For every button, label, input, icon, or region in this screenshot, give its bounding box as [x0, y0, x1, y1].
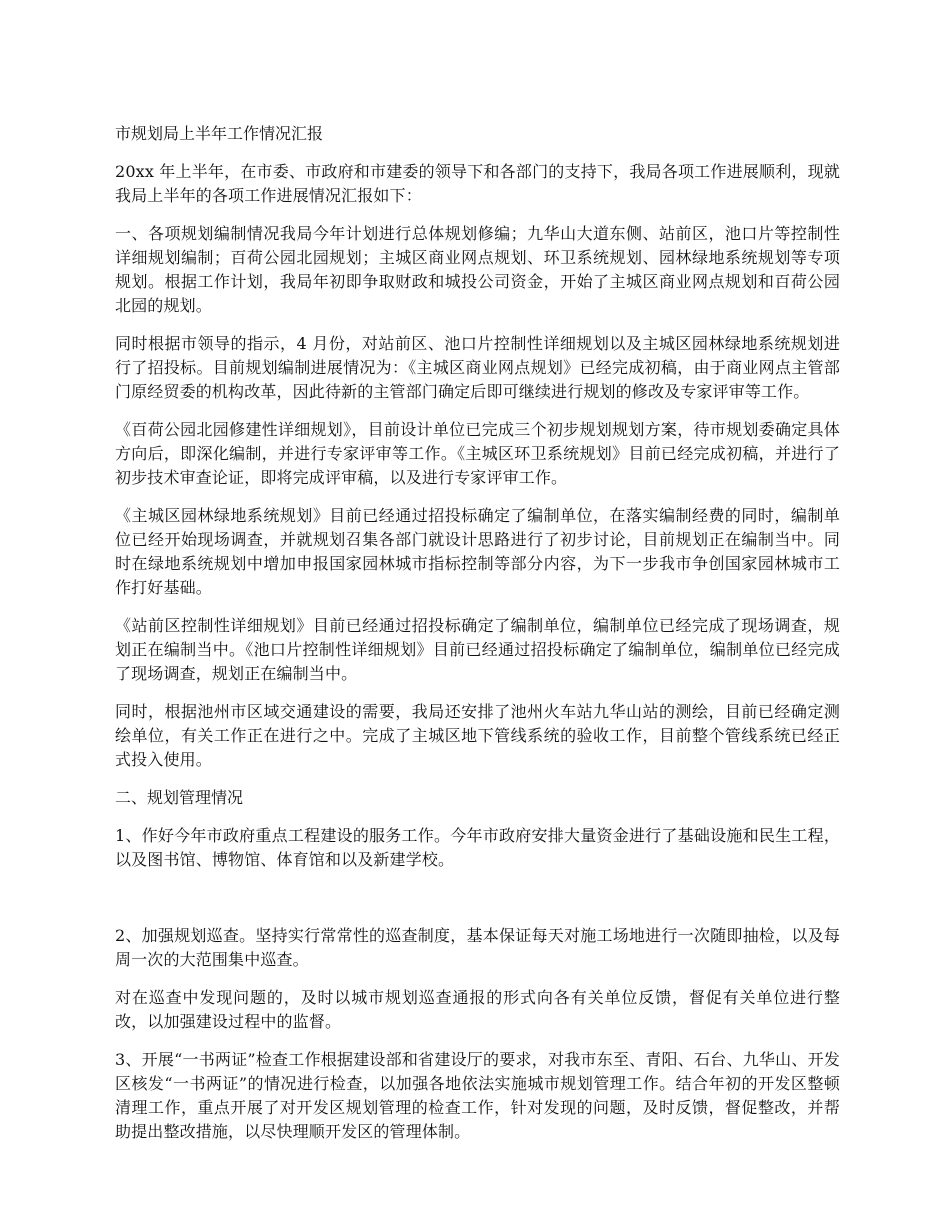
body-paragraph: 《站前区控制性详细规划》目前已经通过招投标确定了编制单位，编制单位已经完成了现场调查，规划正在编制当中。《池口片控制性详细规划》目前已经通过招投标确定了编制单位，编制单位已经完成了现场调查，规划正在编制当中。 [115, 616, 840, 683]
document-title: 市规划局上半年工作情况汇报 [115, 124, 324, 143]
section1-paragraph: 一、各项规划编制情况我局今年计划进行总体规划修编；九华山大道东侧、站前区，池口片等控制性详细规划编制；百荷公园北园规划；主城区商业网点规划、环卫系统规划、园林绿地系统规划等专项规划。根据工作计划，我局年初即争取财政和城投公司资金，开始了主城区商业网点规划和百荷公园北园的规划。 [115, 224, 840, 315]
body-paragraph: 《百荷公园北园修建性详细规划》，目前设计单位已完成三个初步规划规划方案，待市规划委确定具体方向后，即深化编制，并进行专家评审等工作。《主城区环卫系统规划》目前已经完成初稿，并进行了初步技术审查论证，即将完成评审稿，以及进行专家评审工作。 [115, 420, 840, 487]
section2-item-3: 3、开展“一书两证”检查工作根据建设部和省建设厅的要求，对我市东至、青阳、石台、九华山、开发区核发“一书两证”的情况进行检查，以加强各地依法实施城市规划管理工作。结合年初的开发区整顿清理工作，重点开展了对开发区规划管理的检查工作，针对发现的问题，及时反馈，督促整改，并帮助提出整改措施，以尽快理顺开发区的管理体制。 [115, 1050, 840, 1141]
section2-heading: 二、规划管理情况 [115, 788, 244, 807]
intro-paragraph: 20xx 年上半年，在市委、市政府和市建委的领导下和各部门的支持下，我局各项工作进展顺利，现就我局上半年的各项工作进展情况汇报如下： [115, 162, 840, 205]
section2-item-1: 1、作好今年市政府重点工程建设的服务工作。今年市政府安排大量资金进行了基础设施和民生工程，以及图书馆、博物馆、体育馆和以及新建学校。 [115, 826, 840, 869]
body-paragraph: 同时根据市领导的指示，4 月份，对站前区、池口片控制性详细规划以及主城区园林绿地系统规划进行了招投标。目前规划编制进展情况为：《主城区商业网点规划》已经完成初稿，由于商业网点主管部门原经贸委的机构改革，因此待新的主管部门确定后即可继续进行规划的修改及专家评审等工作。 [115, 334, 840, 401]
blank-spacer [115, 886, 840, 924]
body-paragraph: 《主城区园林绿地系统规划》目前已经通过招投标确定了编制单位，在落实编制经费的同时，编制单位已经开始现场调查，并就规划召集各部门就设计思路进行了初步讨论，目前规划正在编制当中。同时在绿地系统规划中增加申报国家园林城市指标控制等部分内容，为下一步我市争创国家园林城市工作打好基础。 [115, 506, 840, 597]
section2-item-2-followup: 对在巡查中发现问题的，及时以城市规划巡查通报的形式向各有关单位反馈，督促有关单位进行整改，以加强建设过程中的监督。 [115, 988, 840, 1031]
section2-item-2: 2、加强规划巡查。坚持实行常常性的巡查制度，基本保证每天对施工场地进行一次随即抽检，以及每周一次的大范围集中巡查。 [115, 926, 840, 969]
body-paragraph: 同时，根据池州市区域交通建设的需要，我局还安排了池州火车站九华山站的测绘，目前已经确定测绘单位，有关工作正在进行之中。完成了主城区地下管线系统的验收工作，目前整个管线系统已经正式投入使用。 [115, 702, 840, 769]
document-page [115, 122, 840, 1158]
